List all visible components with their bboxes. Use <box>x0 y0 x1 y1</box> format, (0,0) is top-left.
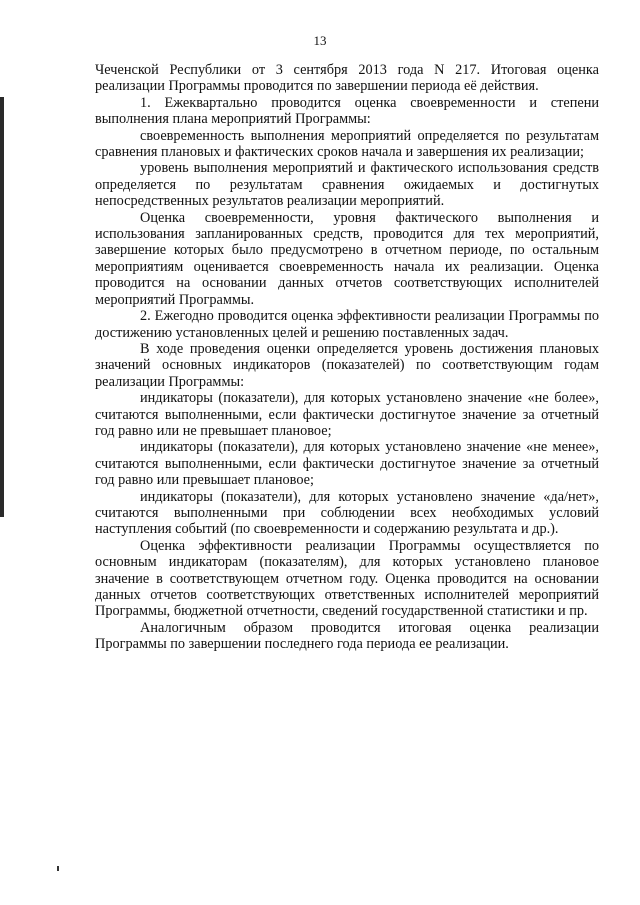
document-body <box>95 62 599 653</box>
paragraph-assessment-method: Оценка своевременности, уровня фактического выполнения и использования запланированных средств, проводится для тех мероприятий, завершение которых было предусмотрено в отчетном периоде, по остальным мероприятиям оценивается своевременность начала их реализации. Оценка проводится на основании данных отчетов соответствующих исполнителей мероприятий Программы. <box>95 209 599 308</box>
page-number: 13 <box>313 33 327 48</box>
paragraph-indicator-levels: В ходе проведения оценки определяется уровень достижения плановых значений основных индикаторов (показателей) по соответствующим годам реализации Программы: <box>95 340 599 390</box>
paragraph-final-assessment: Аналогичным образом проводится итоговая оценка реализации Программы по завершении последнего года периода ее реализации. <box>95 619 599 653</box>
paragraph-efficiency-assessment: Оценка эффективности реализации Программы осуществляется по основным индикаторам (показателям), для которых установлено плановое значение в соответствующем отчетном году. Оценка проводится на основании данных отчетов соответствующих ответственных исполнителей мероприятий Программы, бюджетной отчетности, сведений государственной статистики и пр. <box>95 537 599 620</box>
paragraph-execution-level: уровень выполнения мероприятий и фактического использования средств определяется по результатам сравнения ожидаемых и достигнутых непосредственных результатов реализации мероприятий. <box>95 160 599 210</box>
paragraph-indicators-not-less: индикаторы (показатели), для которых установлено значение «не менее», считаются выполненными, если фактически достигнутое значение за отчетный год равно или превышает плановое; <box>95 439 599 489</box>
paragraph-indicators-not-more: индикаторы (показатели), для которых установлено значение «не более», считаются выполненными, если фактически достигнутое значение за отчетный год равно или не превышает плановое; <box>95 390 599 439</box>
paragraph-continuation: Чеченской Республики от 3 сентября 2013 года N 217. Итоговая оценка реализации Программы проводится по завершении периода её действия. <box>95 62 599 95</box>
paragraph-annual-assessment: 2. Ежегодно проводится оценка эффективности реализации Программы по достижению установленных целей и решению поставленных задач. <box>95 308 599 341</box>
paragraph-indicators-yes-no: индикаторы (показатели), для которых установлено значение «да/нет», считаются выполненными при соблюдении всех необходимых условий наступления событий (по своевременности и содержанию результата и др.). <box>95 488 599 538</box>
paragraph-timeliness: своевременность выполнения мероприятий определяется по результатам сравнения плановых и фактических сроков начала и завершения их реализации; <box>95 127 599 161</box>
scan-speck <box>57 866 59 871</box>
paragraph-quarterly-assessment: 1. Ежеквартально проводится оценка своевременности и степени выполнения плана мероприятий Программы: <box>95 94 599 128</box>
scan-margin-bar <box>0 97 4 517</box>
